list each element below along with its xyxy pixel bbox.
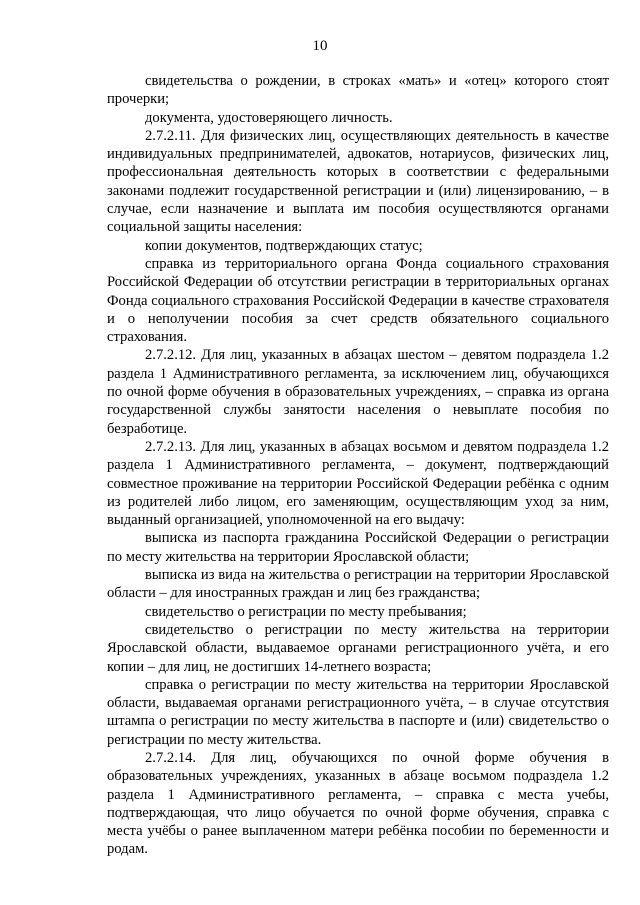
page-number: 10	[312, 38, 328, 54]
paragraph: свидетельства о рождении, в строках «мать» и «отец» которого стоят прочерки;	[107, 73, 609, 108]
paragraph: 2.7.2.14. Для лиц, обучающихся по очной форме обучения в образовательных учреждениях, указанных в абзаце восьмом подраздела 1.2 раздела 1 Административного регламента, – справка с места учебы, подтверждающая, что лицо обучается по очной форме обучения, справка с места учёбы о ранее выплаченном матери ребёнка пособии по беременности и родам.	[107, 749, 609, 858]
paragraph: выписка из вида на жительства о регистрации на территории Ярославской области – для иностранных граждан и лиц без гражданства;	[107, 567, 609, 602]
paragraph: 2.7.2.11. Для физических лиц, осуществляющих деятельность в качестве индивидуальных предпринимателей, адвокатов, нотариусов, физических лиц, профессиональная деятельность которых в соответствии с федеральными законами подлежит государственной регистрации и (или) лицензированию, – в случае, если назначение и выплата им пособия осуществляются органами социальной защиты населения:	[107, 127, 609, 236]
paragraph: документа, удостоверяющего личность.	[145, 109, 393, 126]
paragraph: 2.7.2.12. Для лиц, указанных в абзацах шестом – девятом подраздела 1.2 раздела 1 Административного регламента, за исключением лиц, обучающихся по очной форме обучения в образовательных учреждениях, – справка из органа государственной службы занятости населения о невыплате пособия по безработице.	[107, 347, 609, 437]
paragraph: справка о регистрации по месту жительства на территории Ярославской области, выдаваемая органами регистрационного учёта, – в случае отсутствия штампа о регистрации по месту жительства в паспорте и (или) свидетельство о регистрации по месту жительства.	[107, 676, 609, 748]
paragraph: свидетельство о регистрации по месту пребывания;	[145, 603, 467, 620]
paragraph: копии документов, подтверждающих статус;	[145, 237, 423, 254]
paragraph: 2.7.2.13. Для лиц, указанных в абзацах восьмом и девятом подраздела 1.2 раздела 1 Административного регламента, – документ, подтверждающий совместное проживание на территории Российской Федерации ребёнка с одним из родителей либо лицом, его заменяющим, осуществляющим уход за ним, выданный организацией, уполномоченной на его выдачу:	[107, 438, 609, 529]
document-body	[107, 72, 609, 859]
paragraph: выписка из паспорта гражданина Российской Федерации о регистрации по месту жительства на территории Ярославской области;	[107, 530, 609, 565]
paragraph: свидетельство о регистрации по месту жительства на территории Ярославской области, выдаваемое органами регистрационного учёта, и его копии – для лиц, не достигших 14-летнего возраста;	[107, 621, 609, 675]
paragraph: справка из территориального органа Фонда социального страхования Российской Федерации об отсутствии регистрации в территориальных органах Фонда социального страхования Российской Федерации в качестве страхователя и о неполучении пособия за счет средств обязательного социального страхования.	[107, 255, 609, 346]
